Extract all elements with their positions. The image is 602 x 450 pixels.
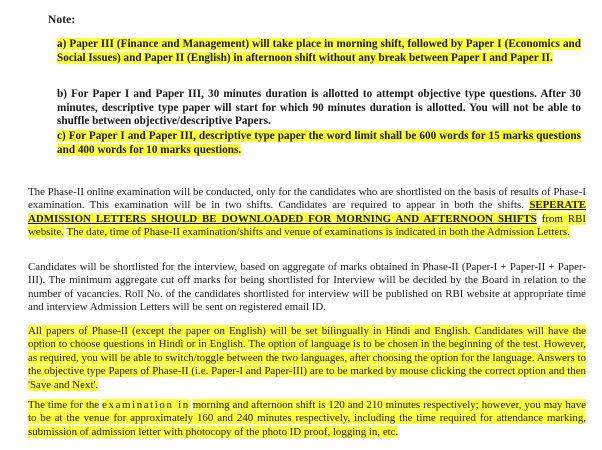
paragraph-exam-time: [28, 399, 586, 439]
note-b: [57, 88, 581, 129]
para1-part1: The Phase-II online examination will be conducted, only for the candidates who are shortlisted on the basis of results of Phase-I examination. This examination will be in two shifts. Candidates are required to appear in both the shifts.: [28, 186, 586, 212]
para1-part2: from RBI website.: [28, 212, 586, 239]
note-c: [57, 130, 581, 157]
para4-rest: morning and afternoon shift is 120 and 210 minutes respectively; however, you may have to be at the venue for approximately 160 and 240 minutes respectively, including the time required for attendance marking, submission of admission letter with photocopy of the photo ID proof, logging in, etc.: [28, 399, 586, 438]
para1-emphasis: SEPERATE ADMISSION LETTERS SHOULD BE DOWNLOADED FOR MORNING AND AFTERNOON SHIFTS: [28, 199, 586, 225]
note-heading: Note:: [48, 14, 76, 26]
para4-spaced: examination in: [102, 399, 190, 411]
note-b-text: b) For Paper I and Paper III, 30 minutes duration is allotted to attempt objective type questions. After 30 minutes, descriptive type paper will start for which 90 minutes duration is allotted. You will not be able to shuffle between objective/descriptive Papers.: [57, 88, 581, 128]
para3-text: All papers of Phase-II (except the paper on English) will be set bilingually in Hindi and English. Candidates will have the option to choose questions in Hindi or in English. The option of language is to be chosen in the beginning of the test. However, as required, you will be able to switch/toggle between the two languages, after choosing the option for the language. Answers to the objective type Papers of Phase-II (i.e. Paper-I and Paper-III) are to be marked by mouse clicking the correct option and then 'Save and Next'.: [28, 325, 586, 391]
para2-text: Candidates will be shortlisted for the interview, based on aggregate of marks obtained in Phase-II (Paper-I + Paper-II + Paper-III). The minimum aggregate cut off marks for being shortlisted for Interview will be decided by the Board in relation to the number of vacancies. Roll No. of the candidates shortlisted for interview will be published on RBI website at appropriate time and interview Admission Letters will be sent on registered email ID.: [28, 261, 586, 314]
note-c-text: c) For Paper I and Paper III, descriptive type paper the word limit shall be 600 words for 15 marks questions and 400 words for 10 marks questions.: [57, 130, 581, 156]
note-a-text: a) Paper III (Finance and Management) will take place in morning shift, followed by Paper I (Economics and Social Issues) and Paper II (English) in afternoon shift without any break between Paper I and Paper II.: [57, 38, 581, 64]
para1-part3: The date, time of Phase-II examination/shifts and venue of examinations is indicated in both the Admission Letters.: [66, 226, 570, 239]
paragraph-interview-shortlist: [28, 261, 586, 315]
paragraph-bilingual: [28, 325, 586, 392]
paragraph-phase2-exam: [28, 186, 586, 240]
note-a: [57, 38, 581, 65]
para4-start: The time for the: [28, 399, 100, 411]
